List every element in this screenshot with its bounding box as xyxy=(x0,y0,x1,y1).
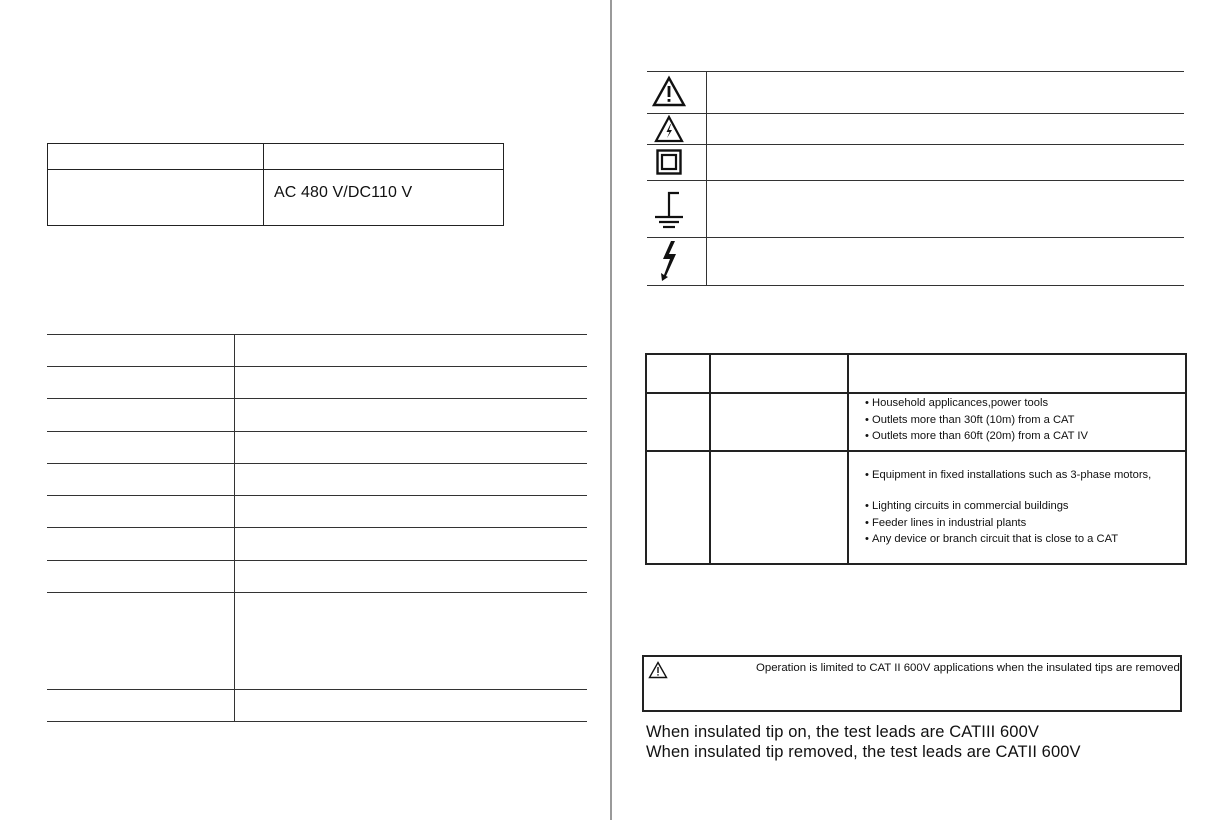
spec-table-rule xyxy=(47,560,587,561)
category-table-rule xyxy=(647,392,1185,394)
symbol-table-column-divider xyxy=(706,71,707,286)
list-item: • Feeder lines in industrial plants xyxy=(865,515,1118,532)
page-fold-divider xyxy=(610,0,612,820)
symbol-table-rule xyxy=(647,237,1184,238)
symbol-table xyxy=(647,71,1184,286)
lightning-arrow-icon xyxy=(647,237,691,285)
spec-table-rule xyxy=(47,431,587,432)
warning-triangle-icon xyxy=(648,661,668,679)
rating-table-header-row xyxy=(48,144,503,170)
list-item: • Lighting circuits in commercial buildings xyxy=(865,498,1118,515)
spec-table-rule xyxy=(47,495,587,496)
symbol-table-rule xyxy=(647,144,1184,145)
category-row-2-bullets-top xyxy=(865,467,1151,484)
high-voltage-triangle-icon xyxy=(647,113,691,144)
spec-table-rule xyxy=(47,463,587,464)
list-item: • Outlets more than 60ft (20m) from a CAT IV xyxy=(865,428,1088,445)
symbol-table-rule xyxy=(647,71,1184,72)
rating-table-column-divider xyxy=(263,144,264,225)
rating-table xyxy=(47,143,504,226)
warning-text: Operation is limited to CAT II 600V applications when the insulated tips are removed xyxy=(756,662,1180,674)
warning-box xyxy=(642,655,1182,712)
note-insulated-tip-on: When insulated tip on, the test leads are CATIII 600V xyxy=(646,723,1039,741)
category-row-2-bullets xyxy=(865,498,1118,548)
spec-table-rule xyxy=(47,592,587,593)
symbol-table-rule xyxy=(647,113,1184,114)
list-item: • Household applicances,power tools xyxy=(865,395,1088,412)
category-table xyxy=(645,353,1187,565)
warning-triangle-icon xyxy=(647,71,691,113)
category-table-rule xyxy=(647,450,1185,452)
ground-icon xyxy=(647,180,691,237)
symbol-table-rule xyxy=(647,180,1184,181)
list-item: • Equipment in fixed installations such as 3-phase motors, xyxy=(865,467,1151,484)
spec-table-rule xyxy=(47,398,587,399)
category-table-column-divider xyxy=(847,355,849,563)
list-item: • Any device or branch circuit that is close to a CAT xyxy=(865,531,1118,548)
spec-table-rule xyxy=(47,334,587,335)
spec-table-column-divider xyxy=(234,334,235,722)
category-table-column-divider xyxy=(709,355,711,563)
list-item: • Outlets more than 30ft (10m) from a CAT xyxy=(865,412,1088,429)
spec-table xyxy=(47,334,587,724)
double-insulation-icon xyxy=(647,144,691,180)
spec-table-rule xyxy=(47,721,587,722)
rating-voltage-value: AC 480 V/DC110 V xyxy=(274,184,413,201)
spec-table-rule xyxy=(47,366,587,367)
note-insulated-tip-removed: When insulated tip removed, the test leads are CATII 600V xyxy=(646,743,1081,761)
spec-table-rule xyxy=(47,527,587,528)
spec-table-rule xyxy=(47,689,587,690)
category-row-1-bullets xyxy=(865,395,1088,445)
symbol-table-rule xyxy=(647,285,1184,286)
